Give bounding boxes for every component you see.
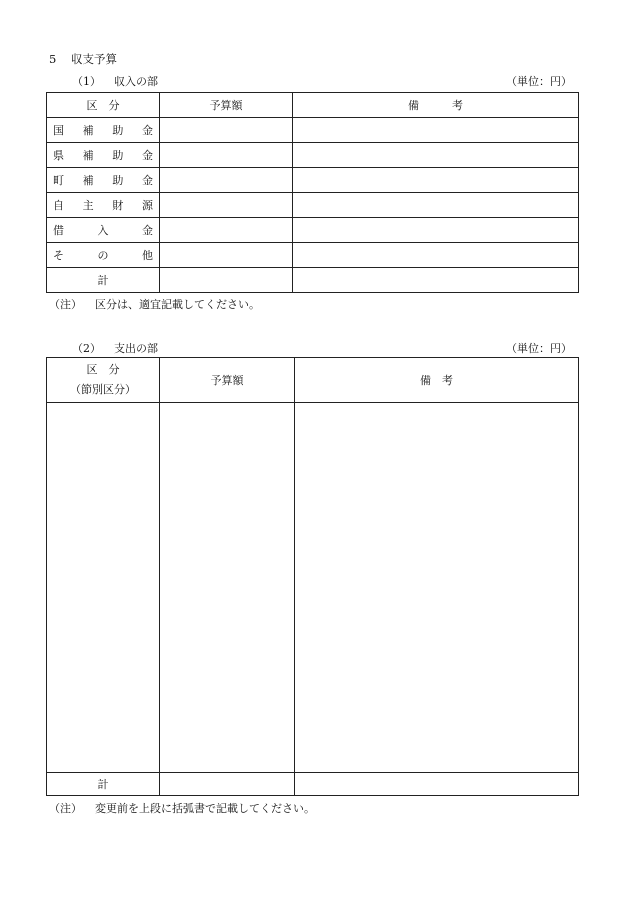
income-unit-label: （単位：円） <box>506 75 572 88</box>
expense-header-category <box>47 358 160 403</box>
section-number: 5 <box>49 52 57 66</box>
income-total-row <box>47 268 579 293</box>
label-char: 自 <box>53 199 64 212</box>
income-budget-cell[interactable] <box>160 218 293 243</box>
income-total-label: 計 <box>47 268 160 293</box>
label-char: 助 <box>112 174 124 187</box>
expense-header-remarks: 備 考 <box>295 358 579 403</box>
label-char: 他 <box>142 249 153 262</box>
expense-unit-label: （単位：円） <box>506 342 572 355</box>
label-char: 金 <box>141 124 153 137</box>
label-char: 県 <box>53 149 64 162</box>
income-row-own-funds <box>47 193 579 218</box>
income-subtitle <box>72 73 158 89</box>
expense-header-budget: 予算額 <box>160 358 295 403</box>
label-char: 主 <box>82 199 94 212</box>
label-char: 財 <box>112 199 124 212</box>
income-note-label: （注） <box>49 298 82 311</box>
label-char: 金 <box>142 224 153 237</box>
income-header-row <box>47 93 579 118</box>
label-char: 補 <box>82 174 94 187</box>
income-header-remarks: 備 考 <box>293 93 579 118</box>
income-subtitle-number: （1） <box>72 75 101 88</box>
label-char: 町 <box>53 174 64 187</box>
income-remarks-cell[interactable] <box>293 168 579 193</box>
expense-budget-cell[interactable] <box>160 403 295 773</box>
label-char: 源 <box>141 199 153 212</box>
expense-category-cell[interactable] <box>47 403 160 773</box>
income-row-label <box>47 193 160 218</box>
label-char: 金 <box>141 174 153 187</box>
income-row-label <box>47 143 160 168</box>
income-row-label <box>47 243 160 268</box>
expense-total-remarks-cell[interactable] <box>295 773 579 796</box>
section-heading <box>49 51 117 67</box>
income-row-town-subsidy <box>47 168 579 193</box>
income-row-national-subsidy <box>47 118 579 143</box>
income-remarks-cell[interactable] <box>293 143 579 168</box>
income-remarks-cell[interactable] <box>293 218 579 243</box>
income-row-label <box>47 118 160 143</box>
income-row-prefecture-subsidy <box>47 143 579 168</box>
expense-body-row <box>47 403 579 773</box>
label-char: 助 <box>112 124 124 137</box>
expense-note-text: 変更前を上段に括弧書で記載してください。 <box>95 802 315 815</box>
income-remarks-cell[interactable] <box>293 118 579 143</box>
income-budget-cell[interactable] <box>160 193 293 218</box>
income-budget-cell[interactable] <box>160 118 293 143</box>
income-budget-cell[interactable] <box>160 168 293 193</box>
expense-total-label: 計 <box>47 773 160 796</box>
income-header-budget: 予算額 <box>160 93 293 118</box>
label-char: 金 <box>141 149 153 162</box>
expense-header-category-line1: 区 分 <box>86 363 120 376</box>
income-remarks-cell[interactable] <box>293 193 579 218</box>
expense-table <box>46 357 579 796</box>
label-char: そ <box>53 249 64 262</box>
income-note <box>49 296 260 312</box>
expense-subtitle-text: 支出の部 <box>114 342 158 355</box>
expense-subtitle-number: （2） <box>72 342 101 355</box>
income-budget-cell[interactable] <box>160 243 293 268</box>
label-char: 補 <box>82 124 94 137</box>
income-subtitle-text: 収入の部 <box>114 75 158 88</box>
income-header-category: 区 分 <box>47 93 160 118</box>
expense-total-row <box>47 773 579 796</box>
label-char: の <box>97 249 109 262</box>
label-char: 入 <box>97 224 109 237</box>
expense-header-category-line2: （節別区分） <box>70 383 136 396</box>
section-title: 収支予算 <box>71 52 117 66</box>
income-table <box>46 92 579 293</box>
expense-total-budget-cell[interactable] <box>160 773 295 796</box>
income-note-text: 区分は、適宜記載してください。 <box>95 298 260 311</box>
label-char: 国 <box>53 124 64 137</box>
label-char: 助 <box>112 149 124 162</box>
income-total-budget-cell[interactable] <box>160 268 293 293</box>
expense-header-row <box>47 358 579 403</box>
expense-note <box>49 800 315 816</box>
expense-subtitle <box>72 340 158 356</box>
label-char: 借 <box>53 224 64 237</box>
income-remarks-cell[interactable] <box>293 243 579 268</box>
income-total-remarks-cell[interactable] <box>293 268 579 293</box>
income-budget-cell[interactable] <box>160 143 293 168</box>
income-row-label <box>47 168 160 193</box>
income-row-other <box>47 243 579 268</box>
label-char: 補 <box>82 149 94 162</box>
income-row-label <box>47 218 160 243</box>
income-row-loans <box>47 218 579 243</box>
expense-remarks-cell[interactable] <box>295 403 579 773</box>
expense-note-label: （注） <box>49 802 82 815</box>
